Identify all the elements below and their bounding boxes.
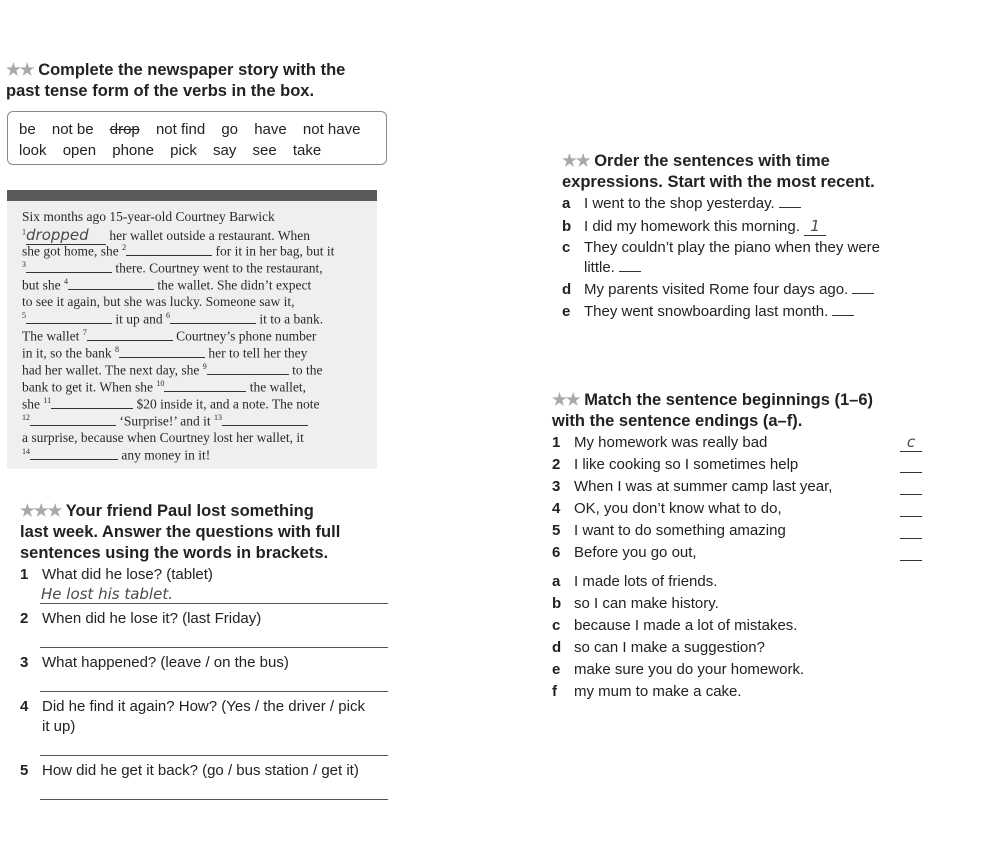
verb-box-row-1 (19, 121, 372, 138)
exercise-4-title-line1: Match the sentence beginnings (1–6) (584, 391, 873, 409)
exercise-4-title-line2: with the sentence endings (a–f). (552, 412, 803, 430)
question-1-answer[interactable]: He lost his tablet. (41, 585, 173, 603)
beginning-5: 5 I want to do something amazing (552, 522, 786, 539)
order-blank-c[interactable] (619, 271, 641, 272)
gap-11[interactable] (51, 408, 133, 409)
story-line: Six months ago 15-year-old Courtney Barwick (22, 209, 275, 224)
beginning-2: 2 I like cooking so I sometimes help (552, 456, 799, 473)
gap-5[interactable] (26, 323, 112, 324)
gap-13[interactable] (222, 425, 308, 426)
story-line: $^5$ it up and $^6$ it to a bank. (22, 311, 324, 327)
gap-7[interactable] (87, 340, 173, 341)
exercise-1-heading (6, 60, 345, 102)
exercise-1-title-line2: past tense form of the verbs in the box. (6, 82, 315, 100)
answer-line-3[interactable] (40, 691, 388, 692)
verb: say (213, 142, 237, 159)
beginning-1: 1 My homework was really bad (552, 434, 768, 451)
beginning-6: 6 Before you go out, (552, 544, 697, 561)
verb: go (221, 121, 239, 138)
verb: take (292, 142, 322, 159)
question-4-continued: it up) (42, 718, 76, 735)
gap-9[interactable] (207, 374, 289, 375)
difficulty-stars: ★★ (552, 391, 580, 409)
verb: be (19, 121, 36, 138)
gap-10[interactable] (164, 391, 246, 392)
verb-box (7, 111, 387, 165)
verb: pick (170, 142, 197, 159)
exercise-3-title-line2: expressions. Start with the most recent. (562, 173, 875, 191)
ending-b: b so I can make history. (552, 595, 719, 612)
story-header-bar (7, 190, 377, 201)
verb: see (252, 142, 277, 159)
gap-3[interactable] (26, 272, 112, 273)
exercise-2-title-line2: last week. Answer the questions with full (20, 523, 341, 541)
newspaper-story (7, 201, 377, 469)
verb: have (254, 121, 287, 138)
story-line: in it, so the bank $^8$ her to tell her they (22, 345, 308, 361)
beginning-3: 3 When I was at summer camp last year, (552, 478, 833, 495)
gap-2[interactable] (126, 255, 212, 256)
question-1: 1 What did he lose? (tablet) (20, 566, 213, 583)
ending-c: c because I made a lot of mistakes. (552, 617, 798, 634)
difficulty-stars: ★★ (6, 61, 34, 79)
exercise-2-title-line3: sentences using the words in brackets. (20, 544, 329, 562)
verb: not be (51, 121, 94, 138)
order-blank-a[interactable] (779, 207, 801, 208)
beginning-4: 4 OK, you don’t know what to do, (552, 500, 782, 517)
ending-e: e make sure you do your homework. (552, 661, 805, 678)
ending-a: a I made lots of friends. (552, 573, 718, 590)
verb-box-row-2 (19, 142, 333, 159)
order-item-d: d My parents visited Rome four days ago. (562, 281, 874, 298)
story-line: a surprise, because when Courtney lost her wallet, it (22, 430, 304, 445)
order-item-b: b I did my homework this morning. 1 (562, 217, 826, 236)
match-blank-2[interactable] (900, 455, 922, 473)
story-line: $^{14}$ any money in it! (22, 447, 211, 463)
verb: look (19, 142, 47, 159)
match-blank-4[interactable] (900, 499, 922, 517)
verb-crossed-out: drop (109, 121, 140, 138)
match-blank-6[interactable] (900, 543, 922, 561)
answer-line-5[interactable] (40, 799, 388, 800)
exercise-4-heading (552, 390, 873, 432)
exercise-1-title-line1: Complete the newspaper story with the (38, 61, 346, 79)
order-item-c-continued: little. (584, 259, 641, 276)
gap-8[interactable] (119, 357, 205, 358)
story-line: she got home, she $^2$ for it in her bag, but it (22, 243, 335, 259)
match-blank-5[interactable] (900, 521, 922, 539)
verb: phone (112, 142, 154, 159)
story-line: to see it again, but she was lucky. Someone saw it, (22, 294, 295, 309)
question-3: 3 What happened? (leave / on the bus) (20, 654, 289, 671)
match-blank-3[interactable] (900, 477, 922, 495)
verb: not find (155, 121, 206, 138)
gap-14[interactable] (30, 459, 118, 460)
story-line: but she $^4$ the wallet. She didn’t expect (22, 277, 312, 293)
answer-line-2[interactable] (40, 647, 388, 648)
difficulty-stars: ★★★ (20, 502, 62, 520)
exercise-3-title-line1: Order the sentences with time (594, 152, 830, 170)
verb: not have (302, 121, 361, 138)
order-item-a: a I went to the shop yesterday. (562, 195, 801, 212)
ending-d: d so can I make a suggestion? (552, 639, 765, 656)
gap-4[interactable] (68, 289, 154, 290)
order-blank-d[interactable] (852, 293, 874, 294)
ending-f: f my mum to make a cake. (552, 683, 742, 700)
exercise-2-title-line1: Your friend Paul lost something (65, 502, 314, 520)
story-line: bank to get it. When she $^{10}$ the wallet, (22, 379, 306, 395)
order-blank-b[interactable]: 1 (804, 217, 826, 236)
gap-12[interactable] (30, 425, 116, 426)
story-line: The wallet $^7$ Courtney’s phone number (22, 328, 317, 344)
order-blank-e[interactable] (832, 315, 854, 316)
exercise-2-heading (20, 501, 340, 564)
story-line: had her wallet. The next day, she $^9$ to the (22, 362, 323, 378)
story-line: $^3$ there. Courtney went to the restaurant, (22, 260, 323, 276)
question-2: 2 When did he lose it? (last Friday) (20, 610, 262, 627)
answer-line-4[interactable] (40, 755, 388, 756)
order-item-c: c They couldn’t play the piano when they were (562, 239, 881, 256)
match-blank-1[interactable]: c (900, 433, 922, 452)
story-line: she $^{11}$ $20 inside it, and a note. The note (22, 396, 320, 412)
story-line: $^{12}$ ‘Surprise!’ and it $^{13}$ (22, 413, 308, 430)
order-item-e: e They went snowboarding last month. (562, 303, 854, 320)
question-5: 5 How did he get it back? (go / bus station / get it) (20, 762, 359, 779)
question-4: 4 Did he find it again? How? (Yes / the driver / pick (20, 698, 365, 715)
difficulty-stars: ★★ (562, 152, 590, 170)
verb: open (62, 142, 97, 159)
gap-6[interactable] (170, 323, 256, 324)
answer-line-1[interactable] (40, 603, 388, 604)
exercise-3-heading (562, 151, 875, 193)
gap-1-answer[interactable]: dropped (26, 226, 106, 245)
story-line: $^1$dropped her wallet outside a restaurant. When (22, 226, 311, 244)
